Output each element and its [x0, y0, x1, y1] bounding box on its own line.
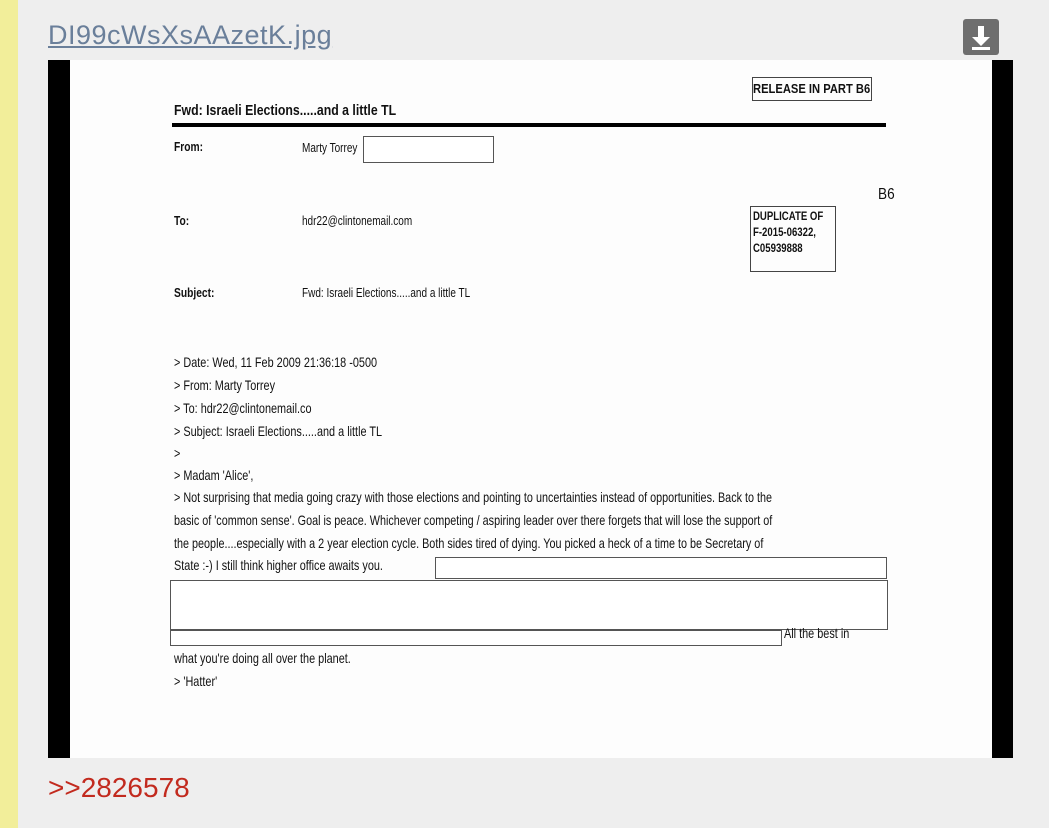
- b6-mark: B6: [878, 186, 895, 203]
- title-rule: [172, 123, 886, 127]
- download-button[interactable]: [963, 19, 999, 55]
- body-line: > Subject: Israeli Elections.....and a little TL: [174, 424, 383, 439]
- from-label: From:: [174, 140, 204, 154]
- to-value: hdr22@clintonemail.com: [302, 214, 413, 228]
- closing-tail: All the best in: [784, 626, 850, 641]
- redaction-box: [170, 580, 888, 630]
- image-filename-link[interactable]: DI99cWsXsAAzetK.jpg: [48, 20, 333, 50]
- body-line: > Date: Wed, 11 Feb 2009 21:36:18 -0500: [174, 355, 378, 370]
- body-line: >: [174, 446, 181, 461]
- body-line: > Madam 'Alice',: [174, 468, 254, 483]
- body-line: State :-) I still think higher office awaits you.: [174, 558, 383, 573]
- from-value: Marty Torrey: [302, 141, 358, 155]
- body-line: > To: hdr22@clintonemail.co: [174, 401, 312, 416]
- email-title: Fwd: Israeli Elections.....and a little TL: [174, 102, 397, 119]
- reply-quote-link[interactable]: >>2826578: [48, 772, 190, 803]
- to-label: To:: [174, 214, 190, 228]
- post-accent-bar: [0, 0, 18, 828]
- body-line: basic of 'common sense'. Goal is peace. Whichever competing / aspiring leader over there forgets that will lose the support of: [174, 513, 773, 528]
- closing-line: what you're doing all over the planet.: [174, 651, 351, 666]
- subject-label: Subject:: [174, 286, 215, 300]
- download-arrow-icon: [963, 19, 999, 55]
- body-line: the people....especially with a 2 year election cycle. Both sides tired of dying. You picked a heck of a time to be Secretary of: [174, 536, 764, 551]
- body-line: > Not surprising that media going crazy with those elections and pointing to uncertainties instead of opportunities. Back to the: [174, 490, 773, 505]
- redaction-box: [363, 136, 494, 163]
- subject-value: Fwd: Israeli Elections.....and a little TL: [302, 286, 471, 300]
- release-stamp: RELEASE IN PART B6: [752, 77, 872, 101]
- post-container: [18, 0, 1049, 828]
- body-line: > From: Marty Torrey: [174, 378, 276, 393]
- duplicate-stamp: DUPLICATE OF F-2015-06322, C05939888: [750, 206, 836, 272]
- signature: > 'Hatter': [174, 674, 218, 689]
- attached-image[interactable]: [48, 60, 1013, 758]
- redaction-box: [435, 557, 887, 579]
- email-document: [70, 60, 992, 758]
- redaction-box: [170, 630, 782, 646]
